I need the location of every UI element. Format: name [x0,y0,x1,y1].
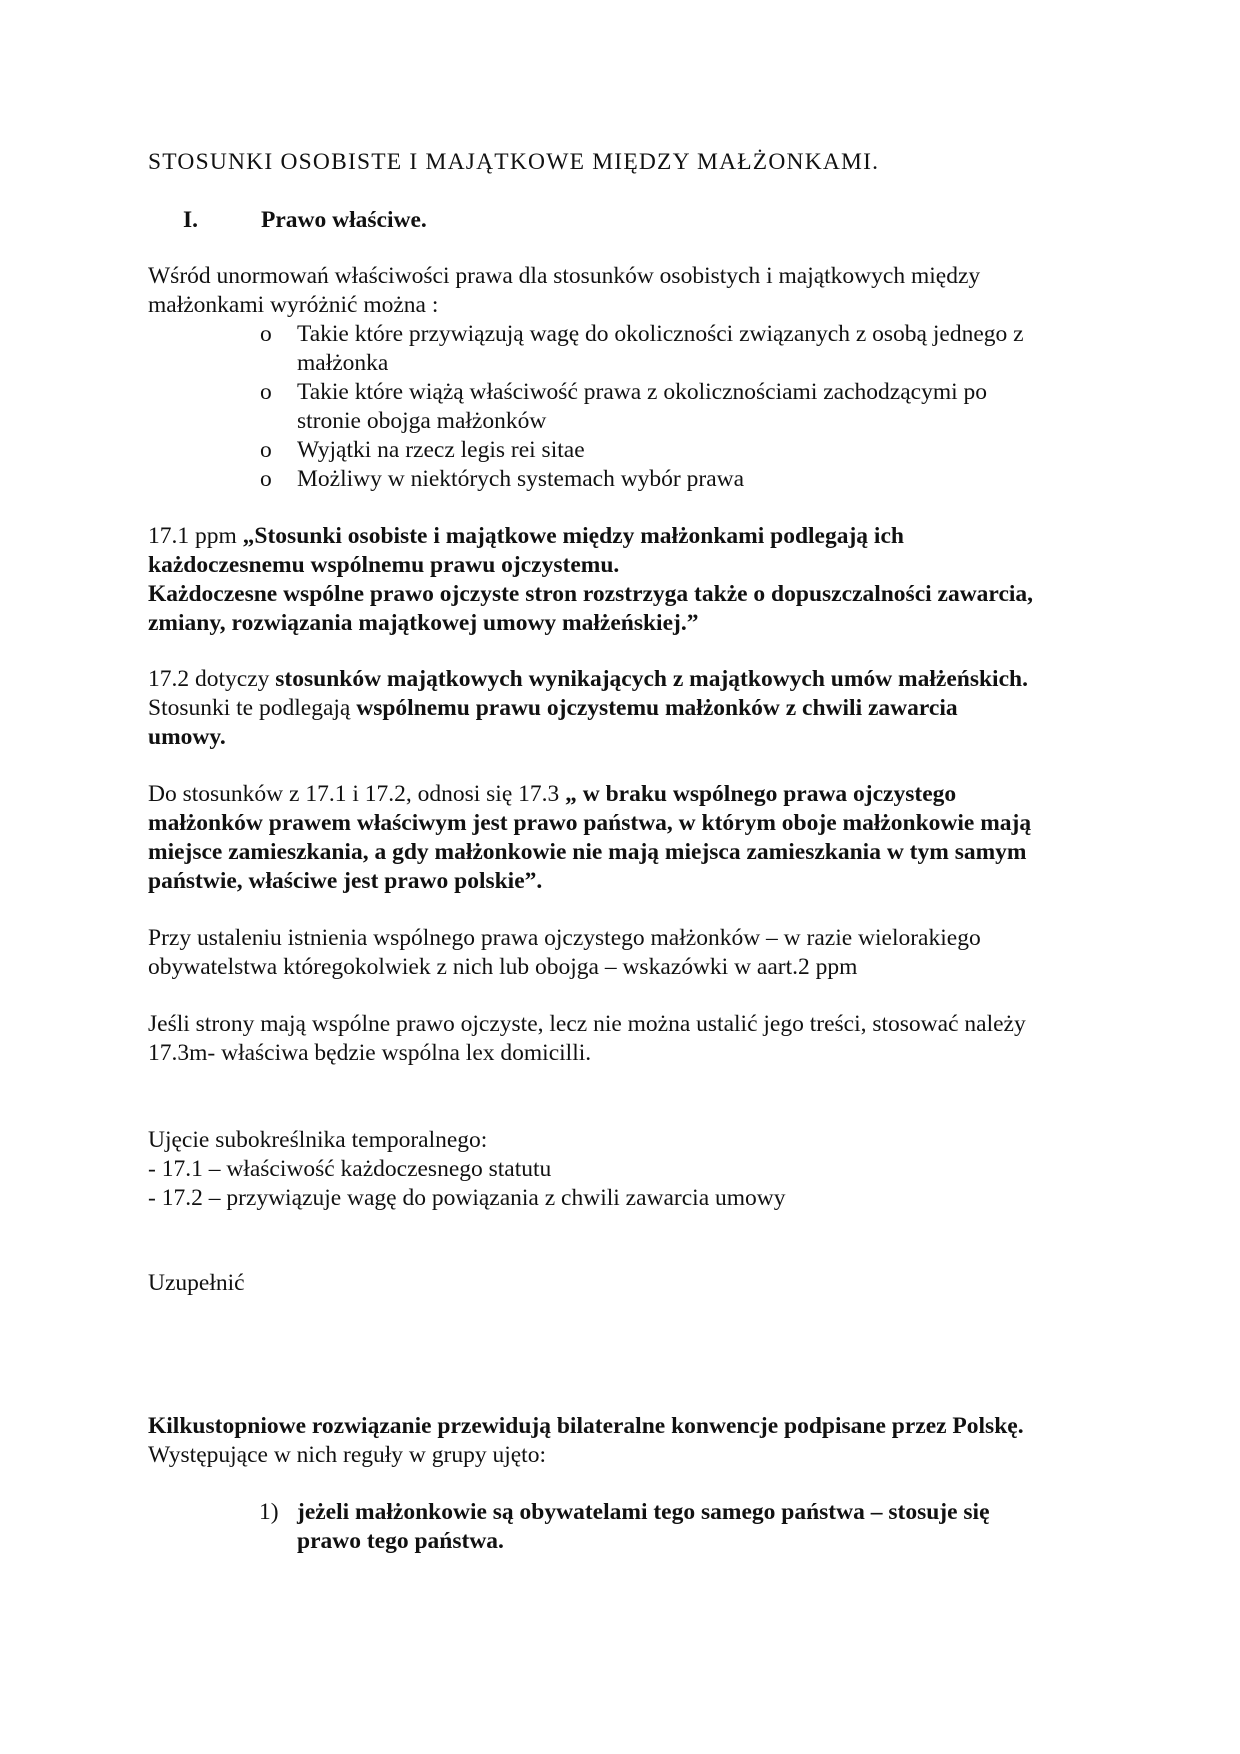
art-17-2-line-1 [148,665,1028,694]
art-17-3-bold: „ w braku wspólnego prawa ojczystego [565,781,957,807]
art-17-2-line-2 [148,694,958,723]
bullet-text: Wyjątki na rzecz legis rei sitae [297,437,585,463]
ustalenie-line-1: Przy ustaleniu istnienia wspólnego prawa ojczystego małżonków – w razie wielorakiego [148,925,981,951]
art-17-1-line-4: zmiany, rozwiązania majątkowej umowy małżeńskiej.” [148,610,699,636]
art-17-2-lead-2: Stosunki te podlegają [148,695,357,721]
jesli-line-2: 17.3m- właściwa będzie wspólna lex domicilli. [148,1040,592,1066]
document-title: STOSUNKI OSOBISTE I MAJĄTKOWE MIĘDZY MAŁŻONKAMI. [148,149,880,175]
bullet-marker: o [260,466,272,492]
art-17-3-lead: Do stosunków z 17.1 i 17.2, odnosi się 17.3 [148,781,566,807]
bullet-text-cont: stronie obojga małżonków [297,408,547,434]
art-17-2-bold: stosunków majątkowych wynikających z majątkowych umów małżeńskich. [275,666,1028,692]
temporal-heading: Ujęcie subokreślnika temporalnego: [148,1127,488,1153]
art-17-1-line-1 [148,522,904,551]
art-17-3-line-4: państwie, właściwe jest prawo polskie”. [148,868,543,894]
temporal-item-1: - 17.1 – właściwość każdoczesnego statutu [148,1156,552,1182]
art-17-2-line-3: umowy. [148,724,226,750]
bilateral-line-1: Kilkustopniowe rozwiązanie przewidują bilateralne konwencje podpisane przez Polskę. [148,1413,1024,1439]
ustalenie-line-2: obywatelstwa któregokolwiek z nich lub obojga – wskazówki w aart.2 ppm [148,954,858,980]
art-17-1-quote: „Stosunki osobiste i majątkowe między małżonkami podlegają ich [242,523,904,549]
art-17-1-line-3: Każdoczesne wspólne prawo ojczyste stron rozstrzyga także o dopuszczalności zawarcia, [148,581,1034,607]
section-number: I. [183,207,199,233]
bullet-marker: o [260,437,272,463]
bullet-text: Takie które wiążą właściwość prawa z okolicznościami zachodzącymi po [297,379,988,405]
bullet-marker: o [260,379,272,405]
numbered-text-cont: prawo tego państwa. [297,1528,504,1554]
art-17-2-lead: 17.2 dotyczy [148,666,276,692]
jesli-line-1: Jeśli strony mają wspólne prawo ojczyste, lecz nie można ustalić jego treści, stosować należy [148,1011,1026,1037]
art-17-2-bold-2: wspólnemu prawu ojczystemu małżonków z chwili zawarcia [356,695,958,721]
bullet-text-cont: małżonka [297,350,389,376]
art-17-1-lead: 17.1 ppm [148,523,243,549]
numbered-text: jeżeli małżonkowie są obywatelami tego samego państwa – stosuje się [297,1499,990,1525]
intro-line-1: Wśród unormowań właściwości prawa dla stosunków osobistych i majątkowych między [148,263,981,289]
uzupelnic-note: Uzupełnić [148,1270,245,1296]
art-17-3-line-3: miejsce zamieszkania, a gdy małżonkowie nie mają miejsca zamieszkania w tym samym [148,839,1027,865]
art-17-3-line-1 [148,780,956,809]
art-17-1-line-2: każdoczesnemu wspólnemu prawu ojczystemu. [148,552,620,578]
bullet-text: Takie które przywiązują wagę do okoliczności związanych z osobą jednego z [297,321,1024,347]
section-title: Prawo właściwe. [261,207,427,233]
bullet-marker: o [260,321,272,347]
art-17-3-line-2: małżonków prawem właściwym jest prawo państwa, w którym oboje małżonkowie mają [148,810,1032,836]
bullet-text: Możliwy w niektórych systemach wybór prawa [297,466,745,492]
intro-line-2: małżonkami wyróżnić można : [148,292,439,318]
temporal-item-2: - 17.2 – przywiązuje wagę do powiązania z chwili zawarcia umowy [148,1185,786,1211]
bilateral-line-2: Występujące w nich reguły w grupy ujęto: [148,1442,546,1468]
numbered-marker: 1) [259,1499,279,1525]
